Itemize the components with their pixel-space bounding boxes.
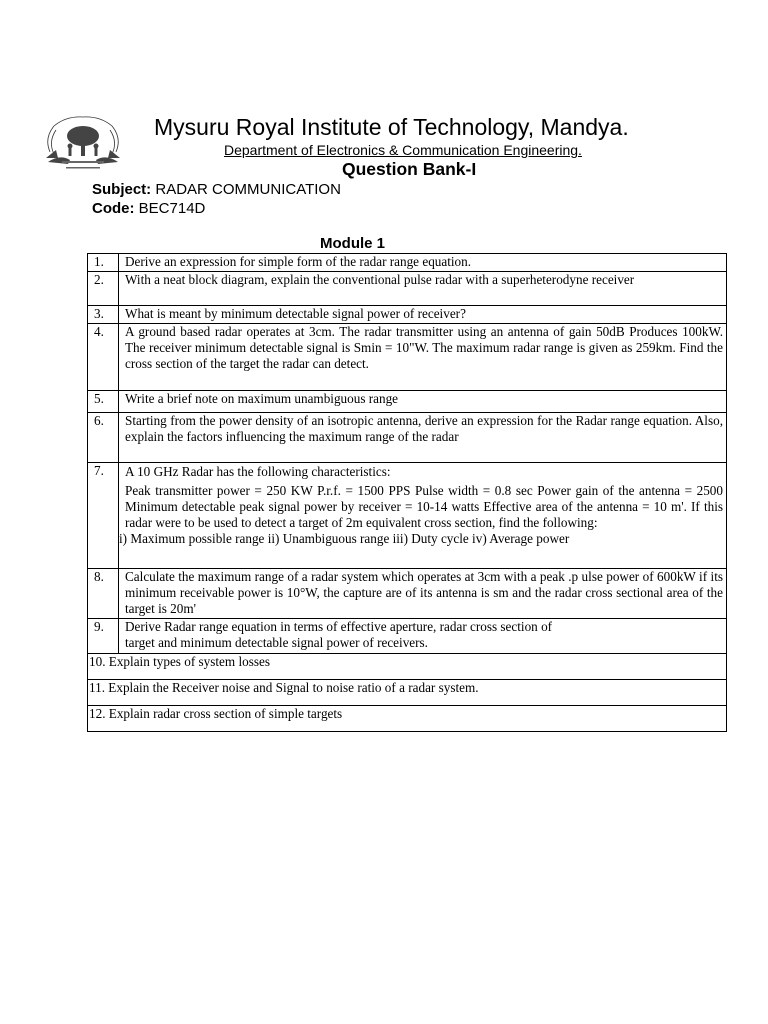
question-text-line: target and minimum detectable signal power of receivers. xyxy=(125,635,428,650)
question-text: Explain radar cross section of simple targets xyxy=(108,706,343,721)
question-text-line: i) Maximum possible range ii) Unambiguous range iii) Duty cycle iv) Average power xyxy=(119,531,570,546)
question-number: 6. xyxy=(88,413,119,463)
department-name: Department of Electronics & Communication Engineering. xyxy=(224,142,582,158)
document-title: Question Bank-I xyxy=(342,159,477,179)
question-text: Derive an expression for simple form of the radar range equation. xyxy=(119,254,727,272)
question-row xyxy=(88,654,727,680)
subject-line xyxy=(92,181,341,198)
question-number: 11. xyxy=(89,680,105,695)
question-number: 5. xyxy=(88,391,119,413)
table-row xyxy=(88,391,727,413)
institute-name: Mysuru Royal Institute of Technology, Mandya. xyxy=(154,114,629,140)
table-row xyxy=(88,324,727,391)
question-text: Calculate the maximum range of a radar system which operates at 3cm with a peak .p ulse power of 600kW if its minimum receivable power is 10°W, the capture are of its antenna is sm and the radar cross sectional area of the target is 20m' xyxy=(119,569,727,619)
table-row xyxy=(88,706,727,732)
question-row xyxy=(88,706,727,732)
table-row xyxy=(88,413,727,463)
question-text xyxy=(119,463,727,569)
table-row xyxy=(88,463,727,569)
question-number: 2. xyxy=(88,272,119,306)
module-heading: Module 1 xyxy=(320,235,386,252)
subject-label: Subject: xyxy=(92,181,152,198)
table-row xyxy=(88,569,727,619)
question-table xyxy=(87,253,727,732)
institute-emblem-icon xyxy=(40,112,126,176)
table-row xyxy=(88,272,727,306)
question-text: With a neat block diagram, explain the conventional pulse radar with a superheterodyne receiver xyxy=(119,272,727,306)
table-row xyxy=(88,654,727,680)
question-number: 1. xyxy=(88,254,119,272)
question-row xyxy=(88,680,727,706)
question-text: What is meant by minimum detectable signal power of receiver? xyxy=(119,306,727,324)
question-text: Starting from the power density of an isotropic antenna, derive an expression for the Radar range equation. Also, explain the factors influencing the maximum range of the radar xyxy=(119,413,727,463)
code-value: BEC714D xyxy=(138,200,206,217)
table-row xyxy=(88,619,727,654)
question-text xyxy=(119,619,727,654)
question-number: 4. xyxy=(88,324,119,391)
code-label: Code: xyxy=(92,200,135,217)
question-text-line: A 10 GHz Radar has the following characteristics: xyxy=(125,464,391,479)
question-number: 3. xyxy=(88,306,119,324)
question-number: 9. xyxy=(88,619,119,654)
table-row xyxy=(88,254,727,272)
code-line xyxy=(92,200,205,217)
question-text-line: Derive Radar range equation in terms of effective aperture, radar cross section of xyxy=(125,619,553,634)
question-text: A ground based radar operates at 3cm. The radar transmitter using an antenna of gain 50dB Produces 100kW. The receiver minimum detectable signal is Smin = 10"W. The maximum radar range is given as 259km. Find the cross section of the target the radar can detect. xyxy=(119,324,727,391)
question-number: 7. xyxy=(88,463,119,569)
question-number: 10. xyxy=(89,654,106,669)
question-text-body: Peak transmitter power = 250 KW P.r.f. = 1500 PPS Pulse width = 0.8 sec Power gain of the antenna = 2500 Minimum detectable peak signal power by receiver = 10-14 watts Effective area of the antenna = 10 m'. If this radar were to be used to detect a target of 2m equivalent cross section, find the following: xyxy=(125,483,723,530)
question-text: Write a brief note on maximum unambiguous range xyxy=(119,391,727,413)
subject-value: RADAR COMMUNICATION xyxy=(155,181,341,198)
question-number: 12. xyxy=(89,706,106,721)
table-row xyxy=(88,680,727,706)
table-row xyxy=(88,306,727,324)
question-text: Explain the Receiver noise and Signal to noise ratio of a radar system. xyxy=(108,680,479,695)
question-text: Explain types of system losses xyxy=(108,654,270,669)
question-number: 8. xyxy=(88,569,119,619)
